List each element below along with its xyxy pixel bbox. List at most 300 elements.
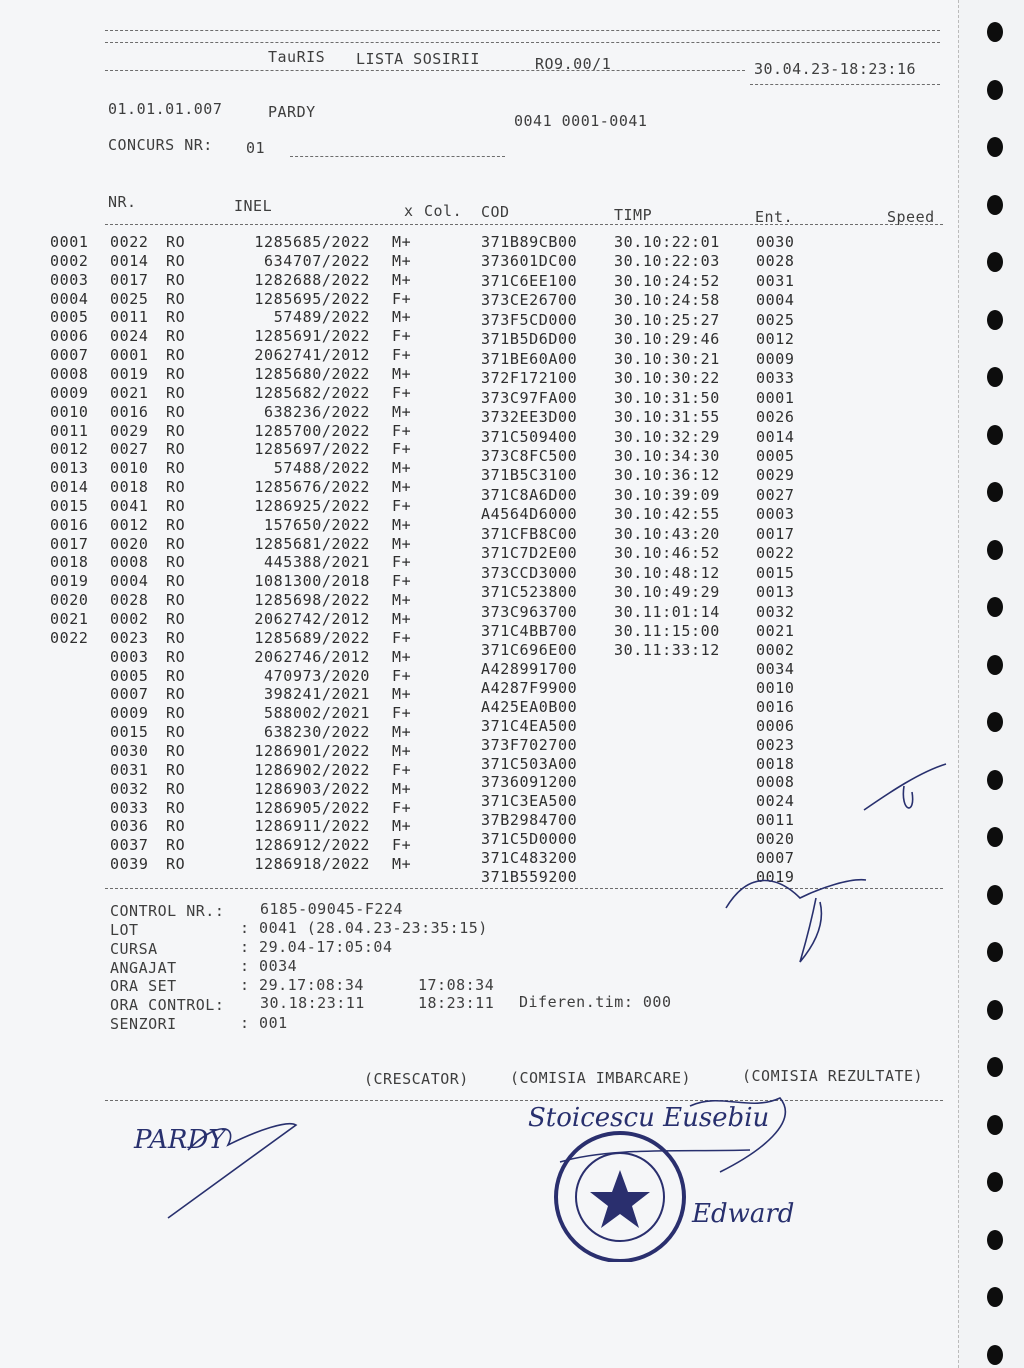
cell-ent: 0010 — [756, 679, 795, 698]
cell-nr: 0011 — [110, 308, 149, 327]
ora-control-label: ORA CONTROL: — [110, 996, 225, 1014]
perforation-hole — [987, 1115, 1003, 1135]
cell-nr: 0004 — [110, 572, 149, 591]
cell-cod: 371BE60A00 — [481, 349, 578, 368]
caption-comisia-rezultate: (COMISIA REZULTATE) — [742, 1067, 924, 1085]
cell-ring: 57488/2022 — [273, 459, 370, 478]
cell-ent: 0030 — [756, 233, 795, 251]
cell-pos: 0006 — [50, 327, 89, 346]
cell-time: 30.10:24:52 — [614, 271, 720, 290]
cell-ring: 1282688/2022 — [254, 270, 370, 289]
time-difference: Diferen.tim: 000 — [519, 993, 672, 1011]
cell-nr: 0031 — [110, 760, 149, 779]
cell-country: RO — [166, 760, 186, 779]
cell-ent: 0011 — [756, 811, 795, 830]
cell-nr: 0020 — [110, 534, 149, 553]
header-rule-2 — [750, 84, 940, 85]
perforation-hole — [987, 1172, 1003, 1192]
caption-comisia-imbarcare: (COMISIA IMBARCARE) — [510, 1069, 692, 1087]
table-header-rule — [105, 224, 943, 225]
cell-country: RO — [166, 553, 186, 572]
cell-country: RO — [166, 647, 186, 666]
col-header-col: Col. — [424, 202, 463, 220]
cell-cod: A4564D6000 — [481, 505, 578, 524]
cell-nr: 0016 — [110, 402, 149, 421]
perforation-hole — [987, 22, 1003, 42]
cell-ring: 1286901/2022 — [254, 741, 370, 760]
cell-pos: 0009 — [50, 383, 89, 402]
cell-country: RO — [166, 496, 186, 515]
cell-cod: 372F172100 — [481, 369, 578, 388]
cell-ent: 0013 — [756, 583, 795, 602]
cell-ring: 1285680/2022 — [254, 364, 370, 383]
cell-pos: 0010 — [50, 402, 89, 421]
cell-ring: 638230/2022 — [264, 723, 370, 742]
cell-sex: M+ — [392, 251, 412, 270]
cell-nr: 0022 — [110, 233, 149, 251]
cell-nr: 0015 — [110, 723, 149, 742]
ora-control-time: 18:23:11 — [418, 994, 495, 1012]
cell-country: RO — [166, 233, 186, 251]
cell-country: RO — [166, 327, 186, 346]
table-row — [0, 346, 958, 368]
cell-ent: 0020 — [756, 829, 795, 848]
perforation-hole — [987, 425, 1003, 445]
table-row — [0, 496, 958, 524]
cell-ent: 0005 — [756, 446, 795, 465]
perforation-hole — [987, 482, 1003, 502]
cell-nr: 0003 — [110, 647, 149, 666]
cell-cod: 3736091200 — [481, 773, 578, 792]
cell-cod: 371CFB8C00 — [481, 524, 578, 543]
cell-ent: 0019 — [756, 867, 795, 886]
cell-country: RO — [166, 666, 186, 685]
cell-pos: 0012 — [50, 440, 89, 459]
table-row — [0, 515, 958, 543]
cell-pos: 0018 — [50, 553, 89, 572]
cell-ent: 0034 — [756, 660, 795, 679]
cell-nr: 0001 — [110, 346, 149, 365]
cell-sex: F+ — [392, 798, 412, 817]
cell-cod: 37B2984700 — [481, 811, 578, 830]
cell-ent: 0016 — [756, 697, 795, 716]
cell-ring: 1285691/2022 — [254, 327, 370, 346]
cell-nr: 0032 — [110, 779, 149, 798]
cell-time: 30.10:22:01 — [614, 233, 720, 251]
cell-pos: 0022 — [50, 628, 89, 647]
control-nr-value: 6185-09045-F224 — [260, 900, 403, 918]
cell-ent: 0031 — [756, 271, 795, 290]
signature-fancier — [128, 1100, 308, 1230]
cell-sex: M+ — [392, 817, 412, 836]
cell-country: RO — [166, 478, 186, 497]
cell-country: RO — [166, 610, 186, 628]
cell-sex: F+ — [392, 383, 412, 402]
cell-nr: 0033 — [110, 798, 149, 817]
cell-cod: 373C97FA00 — [481, 388, 578, 407]
cell-sex: M+ — [392, 685, 412, 704]
cell-nr: 0023 — [110, 628, 149, 647]
table-row — [0, 459, 958, 485]
col-header-x: x — [404, 202, 414, 220]
fancier-name: PARDY — [268, 103, 316, 121]
perforation-hole — [987, 655, 1003, 675]
cell-ring: 1286918/2022 — [254, 855, 370, 874]
cell-sex: M+ — [392, 270, 412, 289]
program-name: TauRIS — [268, 48, 326, 66]
cell-country: RO — [166, 685, 186, 704]
cell-ent: 0029 — [756, 466, 795, 485]
cell-pos: 0002 — [50, 251, 89, 270]
senzori-label: SENZORI — [110, 1015, 177, 1033]
cell-country: RO — [166, 723, 186, 742]
cell-ring: 398241/2021 — [264, 685, 370, 704]
col-header-timp: TIMP — [614, 206, 653, 224]
cell-ring: 157650/2022 — [264, 515, 370, 534]
cell-ring: 1285689/2022 — [254, 628, 370, 647]
cell-cod: 371C509400 — [481, 427, 578, 446]
cell-time: 30.10:30:22 — [614, 369, 720, 388]
cell-cod: 371C4BB700 — [481, 622, 578, 640]
cell-cod: A425EA0B00 — [481, 697, 578, 716]
perforation-hole — [987, 137, 1003, 157]
cell-pos: 0014 — [50, 478, 89, 497]
cell-ring: 1285676/2022 — [254, 478, 370, 497]
table-row — [0, 383, 958, 407]
cell-nr: 0010 — [110, 459, 149, 478]
control-nr-label: CONTROL NR.: — [110, 902, 225, 920]
cell-sex: F+ — [392, 836, 412, 855]
cell-nr: 0014 — [110, 251, 149, 270]
cell-ring: 57489/2022 — [273, 308, 370, 327]
cell-ent: 0018 — [756, 754, 795, 773]
table-row — [0, 327, 958, 349]
cell-ent: 0008 — [756, 773, 795, 792]
table-row — [0, 233, 958, 252]
cell-ring: 1285685/2022 — [254, 233, 370, 251]
cell-nr: 0021 — [110, 383, 149, 402]
form-code: RO9.00/1 — [535, 55, 612, 73]
cell-pos: 0021 — [50, 610, 89, 628]
cell-country: RO — [166, 779, 186, 798]
cell-time: 30.10:39:09 — [614, 485, 720, 504]
cell-ring: 2062742/2012 — [254, 610, 370, 628]
perforation-hole — [987, 1057, 1003, 1077]
race-number: 01 — [246, 139, 266, 157]
cell-ent: 0017 — [756, 524, 795, 543]
cell-country: RO — [166, 704, 186, 723]
cell-nr: 0008 — [110, 553, 149, 572]
cell-sex: F+ — [392, 346, 412, 365]
cell-pos: 0020 — [50, 591, 89, 610]
cell-ring: 1286925/2022 — [254, 496, 370, 515]
cell-sex: F+ — [392, 421, 412, 440]
cell-time: 30.10:25:27 — [614, 310, 720, 329]
cell-sex: M+ — [392, 515, 412, 534]
cell-country: RO — [166, 534, 186, 553]
cell-cod: 371C4EA500 — [481, 716, 578, 735]
cell-nr: 0030 — [110, 741, 149, 760]
perforation-hole — [987, 252, 1003, 272]
cell-nr: 0027 — [110, 440, 149, 459]
cell-pos: 0013 — [50, 459, 89, 478]
cell-country: RO — [166, 798, 186, 817]
cell-ring: 1286902/2022 — [254, 760, 370, 779]
cell-cod: 371C6EE100 — [481, 271, 578, 290]
cell-sex: F+ — [392, 553, 412, 572]
cell-nr: 0025 — [110, 289, 149, 308]
cell-time: 30.10:22:03 — [614, 252, 720, 271]
cell-cod: 371C8A6D00 — [481, 485, 578, 504]
cell-sex: F+ — [392, 327, 412, 346]
cell-ring: 2062741/2012 — [254, 346, 370, 365]
ora-control-value: 30.18:23:11 — [260, 994, 365, 1012]
cell-cod: 3732EE3D00 — [481, 408, 578, 427]
cell-pos: 0011 — [50, 421, 89, 440]
cell-cod: A4287F9900 — [481, 679, 578, 698]
angajat-value: : 0034 — [240, 957, 298, 975]
cell-cod: 371C5D0000 — [481, 829, 578, 848]
table-row — [0, 290, 958, 309]
cell-pos: 0004 — [50, 289, 89, 308]
cell-cod: 373C8FC500 — [481, 446, 578, 465]
perforation-hole — [987, 310, 1003, 330]
header-rule — [105, 70, 745, 71]
cell-sex: M+ — [392, 534, 412, 553]
cell-sex: M+ — [392, 647, 412, 666]
cell-country: RO — [166, 855, 186, 874]
perforation-hole — [987, 1000, 1003, 1020]
cell-ent: 0006 — [756, 716, 795, 735]
perforation-hole — [987, 80, 1003, 100]
cell-sex: F+ — [392, 289, 412, 308]
cell-nr: 0007 — [110, 685, 149, 704]
cell-time: 30.10:43:20 — [614, 524, 720, 543]
cell-sex: F+ — [392, 760, 412, 779]
cursa-label: CURSA — [110, 940, 158, 958]
lot-range: 0041 0001-0041 — [514, 112, 648, 130]
cell-country: RO — [166, 440, 186, 459]
cell-country: RO — [166, 741, 186, 760]
cell-ring: 1285698/2022 — [254, 591, 370, 610]
cell-cod: 373601DC00 — [481, 252, 578, 271]
cell-ent: 0007 — [756, 848, 795, 867]
cell-country: RO — [166, 251, 186, 270]
cell-sex: M+ — [392, 402, 412, 421]
cell-ring: 1286911/2022 — [254, 817, 370, 836]
cell-sex: F+ — [392, 666, 412, 685]
cell-time: 30.10:36:12 — [614, 466, 720, 485]
cell-ring: 470973/2020 — [264, 666, 370, 685]
cell-ring: 2062746/2012 — [254, 647, 370, 666]
cell-pos: 0016 — [50, 515, 89, 534]
senzori-value: : 001 — [240, 1014, 288, 1032]
cell-ent: 0032 — [756, 602, 795, 621]
perforation-hole — [987, 1230, 1003, 1250]
cell-sex: M+ — [392, 459, 412, 478]
cell-country: RO — [166, 346, 186, 365]
cell-ring: 1081300/2018 — [254, 572, 370, 591]
cell-ring: 588002/2021 — [264, 704, 370, 723]
cell-ent: 0024 — [756, 792, 795, 811]
cell-cod: 373C963700 — [481, 602, 578, 621]
cell-cod: 371C696E00 — [481, 641, 578, 660]
cell-ring: 1285682/2022 — [254, 383, 370, 402]
cell-sex: M+ — [392, 610, 412, 628]
checkmark-scribble — [860, 762, 950, 822]
ora-set-label: ORA SET — [110, 977, 177, 995]
cell-country: RO — [166, 270, 186, 289]
cell-cod: 373F5CD000 — [481, 310, 578, 329]
perforation-hole — [987, 770, 1003, 790]
lot-value: : 0041 (28.04.23-23:35:15) — [240, 919, 488, 937]
cell-time: 30.10:32:29 — [614, 427, 720, 446]
cell-ring: 1285681/2022 — [254, 534, 370, 553]
col-header-speed: Speed — [887, 208, 935, 226]
cell-cod: 371C3EA500 — [481, 792, 578, 811]
lot-label: LOT — [110, 921, 139, 939]
cell-ent: 0023 — [756, 735, 795, 754]
perforation-hole — [987, 827, 1003, 847]
cell-country: RO — [166, 383, 186, 402]
cell-ring: 1286905/2022 — [254, 798, 370, 817]
svg-text:PARDY: PARDY — [134, 1125, 226, 1155]
table-row — [0, 252, 958, 271]
cell-time: 30.11:33:12 — [614, 641, 720, 660]
cell-pos: 0019 — [50, 572, 89, 591]
cell-ent: 0014 — [756, 427, 795, 446]
cell-time: 30.10:46:52 — [614, 544, 720, 563]
cell-pos: 0005 — [50, 308, 89, 327]
angajat-label: ANGAJAT — [110, 959, 177, 977]
cell-ent: 0004 — [756, 291, 795, 310]
cell-sex: M+ — [392, 741, 412, 760]
cell-ent: 0033 — [756, 369, 795, 388]
cell-country: RO — [166, 402, 186, 421]
cell-ent: 0021 — [756, 622, 795, 640]
cell-ent: 0026 — [756, 408, 795, 427]
cell-nr: 0036 — [110, 817, 149, 836]
cell-time: 30.10:30:21 — [614, 349, 720, 368]
cursa-value: : 29.04-17:05:04 — [240, 938, 393, 956]
cell-cod: 371C7D2E00 — [481, 544, 578, 563]
cell-ent: 0028 — [756, 252, 795, 271]
perforation-strip — [958, 0, 1024, 1368]
cell-sex: M+ — [392, 308, 412, 327]
cell-country: RO — [166, 591, 186, 610]
initials-scribble — [720, 858, 870, 968]
cell-ent: 0012 — [756, 330, 795, 349]
perforation-hole — [987, 367, 1003, 387]
top-rule-2 — [105, 42, 940, 43]
cell-ring: 638236/2022 — [264, 402, 370, 421]
cell-ent: 0003 — [756, 505, 795, 524]
cell-sex: F+ — [392, 704, 412, 723]
table-row — [0, 308, 958, 327]
race-underline — [290, 156, 505, 157]
print-timestamp: 30.04.23-18:23:16 — [754, 60, 917, 78]
cell-nr: 0024 — [110, 327, 149, 346]
cell-nr: 0029 — [110, 421, 149, 440]
cell-sex: F+ — [392, 496, 412, 515]
cell-ring: 634707/2022 — [264, 251, 370, 270]
cell-ent: 0015 — [756, 563, 795, 582]
cell-nr: 0039 — [110, 855, 149, 874]
cell-nr: 0037 — [110, 836, 149, 855]
cell-ent: 0027 — [756, 485, 795, 504]
ora-set-time: 17:08:34 — [418, 976, 495, 994]
cell-country: RO — [166, 459, 186, 478]
cell-cod: A428991700 — [481, 660, 578, 679]
cell-nr: 0009 — [110, 704, 149, 723]
cell-nr: 0002 — [110, 610, 149, 628]
col-header-ent: Ent. — [755, 208, 794, 226]
cell-time: 30.10:49:29 — [614, 583, 720, 602]
cell-cod: 371C483200 — [481, 848, 578, 867]
col-header-inel: INEL — [234, 197, 273, 215]
col-header-cod: COD — [481, 203, 510, 221]
top-rule — [105, 30, 940, 31]
cell-cod: 373F702700 — [481, 735, 578, 754]
perforation-hole — [987, 597, 1003, 617]
cell-country: RO — [166, 515, 186, 534]
table-row — [0, 271, 958, 290]
cell-pos: 0007 — [50, 346, 89, 365]
perforation-hole — [987, 1287, 1003, 1307]
cell-country: RO — [166, 421, 186, 440]
cell-cod: 371B5C3100 — [481, 466, 578, 485]
cell-pos: 0008 — [50, 364, 89, 383]
cell-country: RO — [166, 308, 186, 327]
cell-sex: F+ — [392, 572, 412, 591]
cell-time: 30.11:01:14 — [614, 602, 720, 621]
cell-ring: 1285697/2022 — [254, 440, 370, 459]
cell-pos: 0015 — [50, 496, 89, 515]
cell-nr: 0019 — [110, 364, 149, 383]
cell-country: RO — [166, 572, 186, 591]
cell-pos: 0003 — [50, 270, 89, 289]
cell-ent: 0001 — [756, 388, 795, 407]
table-row — [0, 402, 958, 427]
cell-ent: 0025 — [756, 310, 795, 329]
cell-sex: M+ — [392, 779, 412, 798]
table-row — [0, 421, 958, 446]
cell-nr: 0028 — [110, 591, 149, 610]
cell-cod: 371C503A00 — [481, 754, 578, 773]
ora-set-value: : 29.17:08:34 — [240, 976, 364, 994]
cell-time: 30.10:24:58 — [614, 291, 720, 310]
cell-pos: 0017 — [50, 534, 89, 553]
cell-nr: 0012 — [110, 515, 149, 534]
perforation-hole — [987, 942, 1003, 962]
cell-cod: 373CCD3000 — [481, 563, 578, 582]
cell-sex: M+ — [392, 591, 412, 610]
cell-sex: M+ — [392, 478, 412, 497]
cell-sex: M+ — [392, 855, 412, 874]
race-label: CONCURS NR: — [108, 136, 213, 154]
cell-time: 30.11:15:00 — [614, 622, 720, 640]
cell-sex: F+ — [392, 440, 412, 459]
cell-country: RO — [166, 628, 186, 647]
cell-nr: 0018 — [110, 478, 149, 497]
cell-nr: 0041 — [110, 496, 149, 515]
cell-sex: F+ — [392, 628, 412, 647]
cell-time: 30.10:42:55 — [614, 505, 720, 524]
cell-time: 30.10:34:30 — [614, 446, 720, 465]
table-row — [0, 440, 958, 465]
cell-country: RO — [166, 289, 186, 308]
cell-ent: 0002 — [756, 641, 795, 660]
